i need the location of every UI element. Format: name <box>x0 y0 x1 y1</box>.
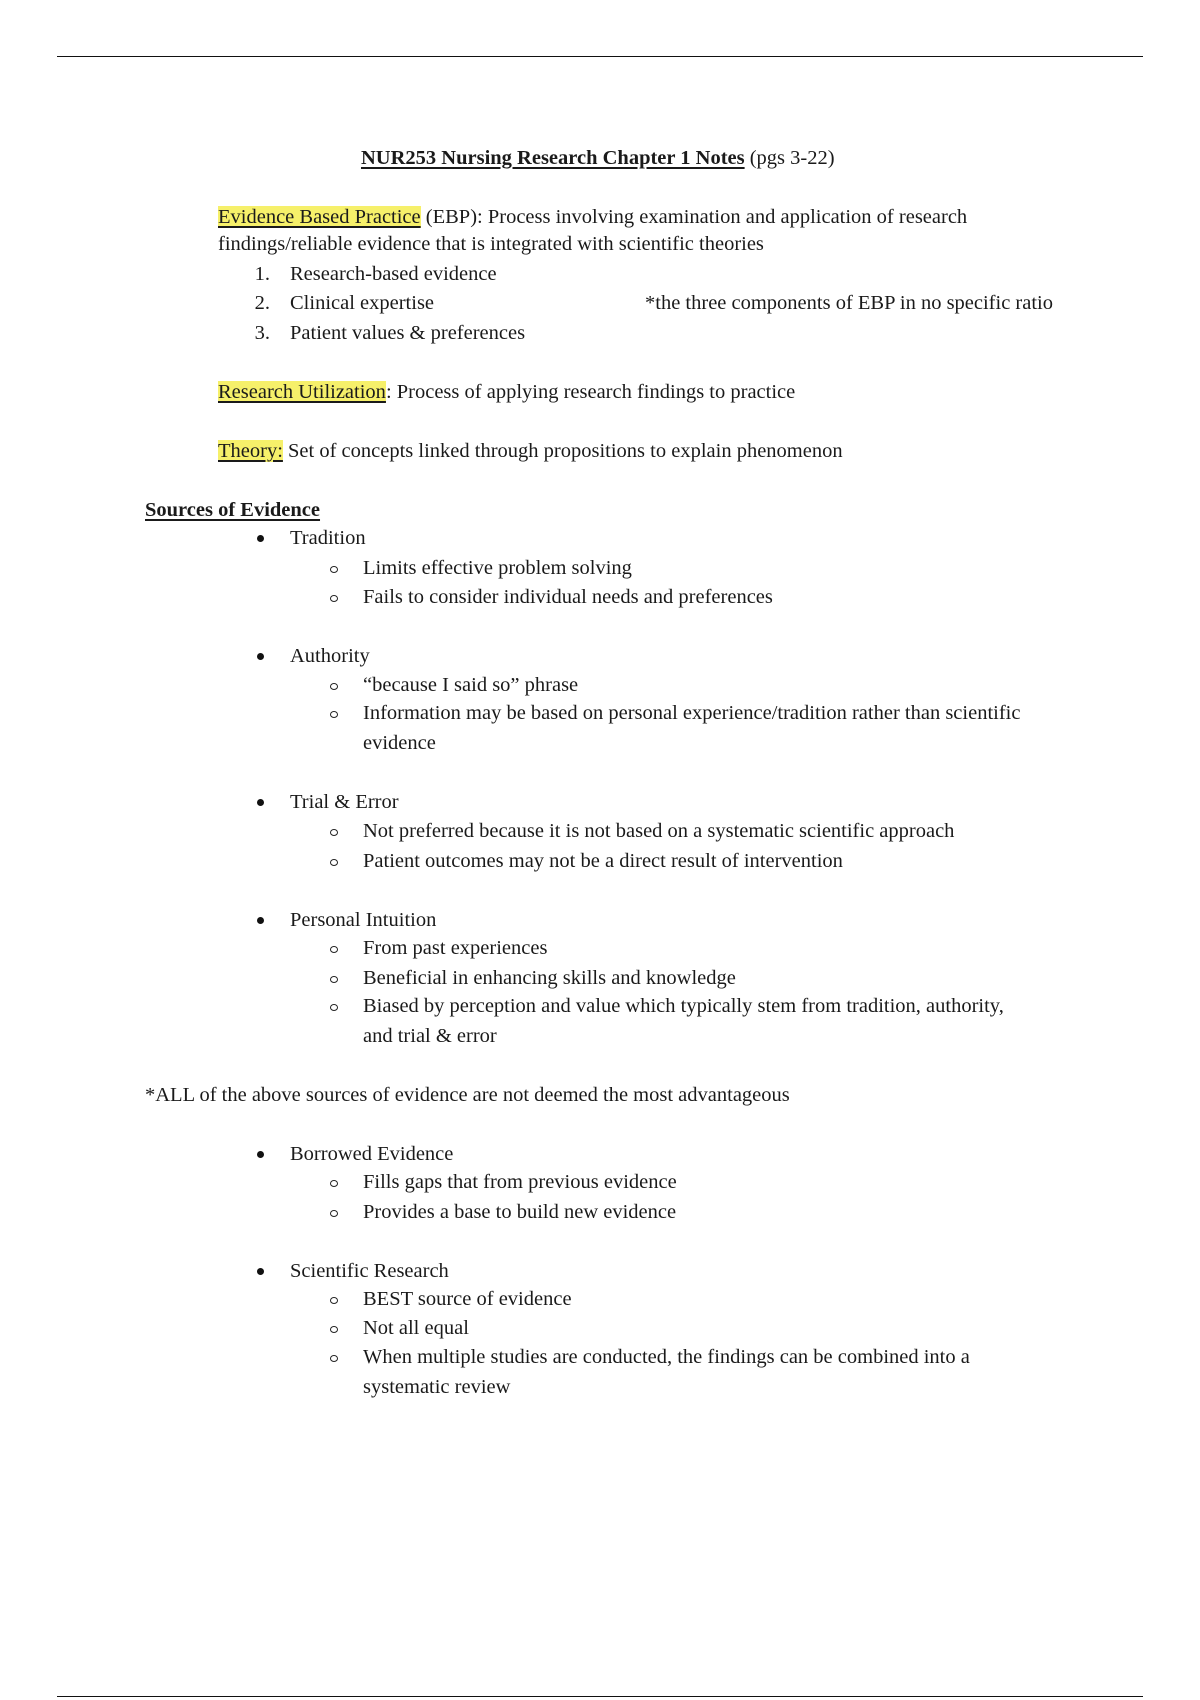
sources-summary-note: *ALL of the above sources of evidence are not deemed the most advantageous <box>145 1084 790 1106</box>
sub-bullet-icon <box>330 829 338 836</box>
sub-bullet-icon <box>330 683 338 690</box>
sub-bullet-icon <box>330 1297 338 1304</box>
sub-bullet-icon <box>330 1180 338 1187</box>
bullet-icon <box>257 917 264 924</box>
scientific-point-continued: systematic review <box>363 1376 511 1398</box>
tradition-point: Limits effective problem solving <box>363 557 632 579</box>
bullet-icon <box>257 799 264 806</box>
intuition-point: Biased by perception and value which typically stem from tradition, authority, <box>363 995 1004 1017</box>
theory-term: Theory: <box>218 440 283 462</box>
scientific-point: When multiple studies are conducted, the findings can be combined into a <box>363 1346 970 1368</box>
bullet-icon <box>257 653 264 660</box>
borrowed-point: Provides a base to build new evidence <box>363 1201 677 1223</box>
intuition-point: From past experiences <box>363 937 548 959</box>
authority-point: Information may be based on personal experience/tradition rather than scientific <box>363 702 1021 724</box>
scientific-point: Not all equal <box>363 1317 469 1339</box>
top-rule <box>57 56 1143 57</box>
ebp-definition-text: (EBP): Process involving examination and application of research <box>420 206 968 228</box>
authority-point: “because I said so” phrase <box>363 674 579 696</box>
intuition-point: Beneficial in enhancing skills and knowledge <box>363 967 736 989</box>
sub-bullet-icon <box>330 859 338 866</box>
sub-bullet-icon <box>330 566 338 573</box>
list-marker: 3. <box>254 322 270 344</box>
ebp-definition-line2: findings/reliable evidence that is integrated with scientific theories <box>218 233 764 255</box>
sub-bullet-icon <box>330 1004 338 1011</box>
sub-bullet-icon <box>330 1326 338 1333</box>
source-borrowed-evidence: Borrowed Evidence <box>290 1143 454 1165</box>
sub-bullet-icon <box>330 711 338 718</box>
title-main: NUR253 Nursing Research Chapter 1 Notes <box>361 147 745 169</box>
list-marker: 2. <box>254 292 270 314</box>
sub-bullet-icon <box>330 595 338 602</box>
source-trial-error: Trial & Error <box>290 791 399 813</box>
sub-bullet-icon <box>330 976 338 983</box>
source-tradition: Tradition <box>290 527 366 549</box>
bullet-icon <box>257 1268 264 1275</box>
ebp-component-item: Patient values & preferences <box>290 322 526 344</box>
page-title <box>361 145 835 171</box>
source-personal-intuition: Personal Intuition <box>290 909 437 931</box>
tradition-point: Fails to consider individual needs and preferences <box>363 586 773 608</box>
theory-definition <box>218 438 843 464</box>
intuition-point-continued: and trial & error <box>363 1025 497 1047</box>
ebp-term: Evidence Based Practice <box>218 206 421 228</box>
ebp-definition <box>218 204 967 230</box>
bottom-rule <box>57 1696 1143 1697</box>
scientific-point: BEST source of evidence <box>363 1288 572 1310</box>
ebp-component-item: Clinical expertise <box>290 292 435 314</box>
title-pages: (pgs 3-22) <box>744 147 835 169</box>
bullet-icon <box>257 535 264 542</box>
sub-bullet-icon <box>330 1355 338 1362</box>
theory-text: Set of concepts linked through propositions to explain phenomenon <box>282 440 843 462</box>
research-utilization-definition <box>218 379 795 405</box>
research-utilization-text: : Process of applying research findings to practice <box>385 381 796 403</box>
ebp-components-note: *the three components of EBP in no specific ratio <box>645 292 1053 314</box>
bullet-icon <box>257 1151 264 1158</box>
trial-error-point: Not preferred because it is not based on a systematic scientific approach <box>363 820 955 842</box>
trial-error-point: Patient outcomes may not be a direct result of intervention <box>363 850 843 872</box>
ebp-component-item: Research-based evidence <box>290 263 497 285</box>
sources-heading: Sources of Evidence <box>145 499 321 521</box>
sub-bullet-icon <box>330 1210 338 1217</box>
source-authority: Authority <box>290 645 370 667</box>
borrowed-point: Fills gaps that from previous evidence <box>363 1171 677 1193</box>
sub-bullet-icon <box>330 946 338 953</box>
source-scientific-research: Scientific Research <box>290 1260 449 1282</box>
list-marker: 1. <box>254 263 270 285</box>
authority-point-continued: evidence <box>363 732 436 754</box>
research-utilization-term: Research Utilization <box>218 381 386 403</box>
